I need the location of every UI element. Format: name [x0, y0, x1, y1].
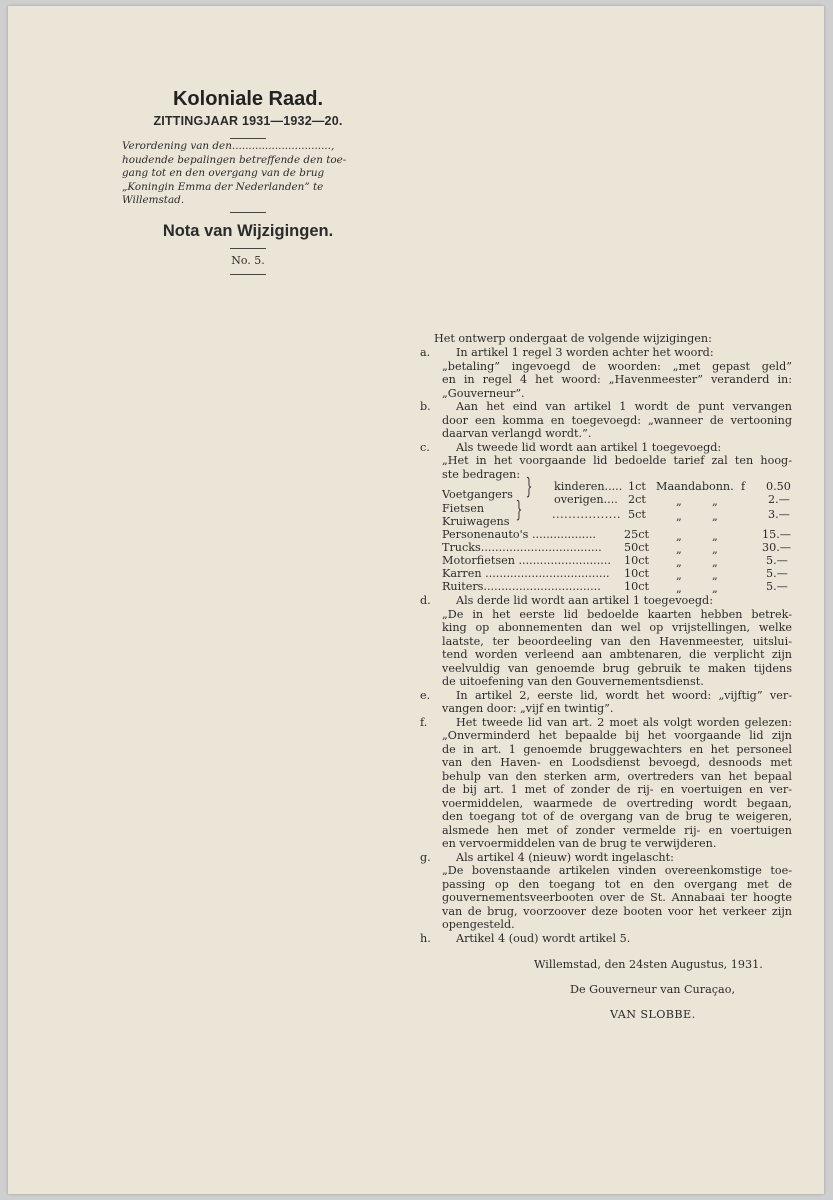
tariff-price: 10ct: [624, 554, 649, 567]
ditto-mark: „: [676, 495, 682, 508]
amendment-d-line: tend worden verleend aan ambtenaren, die verplicht zijn: [442, 648, 792, 661]
description-line: gang tot en den overgang van de brug: [122, 167, 325, 180]
tariff-amount: 5.—: [766, 554, 788, 567]
tariff-currency: f: [741, 480, 746, 493]
governor-title: De Gouverneur van Curaçao,: [570, 983, 736, 996]
amendment-f-line: voermiddelen, waarmede de overtreding wordt begaan,: [442, 796, 792, 810]
item-label: d.: [420, 594, 431, 607]
session-year: ZITTINGJAAR 1931—1932—20.: [153, 114, 343, 128]
amendment-d-line: de uitoefening van den Gouvernementsdienst.: [442, 675, 704, 688]
tariff-price: 2ct: [628, 493, 646, 506]
amendment-c-line: ste bedragen:: [442, 467, 521, 481]
ditto-mark: „: [712, 530, 718, 543]
amendment-f-line: „Onverminderd het bepaalde bij het voorgaande lid zijn: [442, 729, 792, 742]
document-title: Koloniale Raad.: [172, 88, 324, 110]
amendment-c-line: „Het in het voorgaande lid bedoelde tarief zal ten hoog-: [442, 454, 792, 467]
ditto-mark: „: [712, 582, 718, 595]
amendment-f-line: behulp van den sterken arm, overtreders van het bepaal: [442, 769, 792, 783]
tariff-row-name: Motorfietsen ..........................: [442, 554, 611, 567]
amendment-a-line: „Gouverneur”.: [442, 386, 525, 400]
item-label: c.: [420, 440, 430, 454]
document-number: No. 5.: [231, 254, 265, 267]
tariff-amount: 5.—: [766, 580, 788, 593]
amendment-f-line: van den Haven- en Loodsdienst bevoegd, desnoods met: [442, 756, 792, 769]
amendment-g-line: passing op den toegang tot en den overgang met de: [442, 877, 792, 891]
amendment-g-line: van de brug, voorzoover deze booten voor het verkeer zijn: [442, 904, 792, 918]
divider: [230, 274, 266, 275]
description-line: houdende bepalingen betreffende den toe-: [122, 153, 347, 166]
tariff-row-name: Personenauto's ..................: [442, 528, 596, 541]
amendment-h-line: Artikel 4 (oud) wordt artikel 5.: [456, 931, 631, 945]
tariff-amount: 0.50: [766, 480, 791, 493]
item-label: b.: [420, 400, 431, 413]
intro-text: Het ontwerp ondergaat de volgende wijzigingen:: [434, 332, 712, 345]
ditto-mark: „: [676, 510, 682, 523]
tariff-price: 10ct: [624, 567, 649, 580]
tariff-price: 50ct: [624, 541, 649, 554]
tariff-price: 1ct: [628, 480, 646, 493]
amendment-c-line: Als tweede lid wordt aan artikel 1 toegevoegd:: [456, 440, 722, 454]
amendment-a-line: en in regel 4 het woord: „Havenmeester” veranderd in:: [442, 373, 792, 386]
amendment-e-line: In artikel 2, eerste lid, wordt het woord: „vijftig” ver-: [456, 688, 792, 702]
amendment-f-line: den toegang tot of de overgang van de brug te weigeren,: [442, 810, 792, 823]
ditto-mark: „: [676, 582, 682, 595]
item-label: e.: [420, 688, 431, 702]
amendment-d-line: „De in het eerste lid bedoelde kaarten hebben betrek-: [442, 607, 792, 621]
ditto-mark: „: [712, 556, 718, 569]
place-date: Willemstad, den 24sten Augustus, 1931.: [534, 958, 763, 971]
amendment-b-line: door een komma en toegevoegd: „wanneer de vertooning: [442, 413, 792, 427]
tariff-price: 25ct: [624, 528, 649, 541]
ditto-mark: „: [676, 556, 682, 569]
ditto-mark: „: [712, 569, 718, 582]
amendment-g-line: Als artikel 4 (nieuw) wordt ingelascht:: [456, 850, 674, 864]
description-line: Willemstad.: [122, 194, 185, 207]
amendment-g-line: „De bovenstaande artikelen vinden overeenkomstige toe-: [442, 864, 792, 877]
tariff-amount: 2.—: [768, 493, 790, 506]
tariff-amount: 5.—: [766, 567, 788, 580]
amendment-g-line: opengesteld.: [442, 918, 515, 931]
ditto-mark: „: [712, 543, 718, 556]
tariff-overigen: overigen....: [554, 493, 618, 506]
amendment-d-line: king op abonnementen dan wel op vrijstellingen, welke: [442, 621, 792, 634]
description-line: „Koningin Emma der Nederlanden” te: [122, 180, 324, 193]
brace-icon: }: [515, 498, 523, 523]
tariff-fietsen: Fietsen: [442, 502, 485, 515]
ordinance-description: [122, 140, 390, 208]
ditto-mark: „: [712, 510, 718, 523]
ditto-mark: „: [676, 543, 682, 556]
amendment-a-line: „betaling” ingevoegd de woorden: „met gepast geld”: [442, 359, 792, 373]
amendment-f-line: en vervoermiddelen van de brug te verwijderen.: [442, 837, 717, 850]
amendment-f-line: Het tweede lid van art. 2 moet als volgt worden gelezen:: [456, 715, 792, 729]
divider: [230, 248, 266, 249]
divider: [230, 212, 266, 213]
amendment-e-line: vangen door: „vijf en twintig”.: [442, 702, 614, 715]
amendment-b-line: Aan het eind van artikel 1 wordt de punt vervangen: [456, 400, 792, 413]
nota-heading: Nota van Wijzigingen.: [162, 222, 334, 240]
tariff-amount: 15.—: [762, 528, 791, 541]
tariff-voetgangers: Voetgangers: [442, 488, 513, 501]
ditto-mark: „: [676, 569, 682, 582]
tariff-price: 10ct: [624, 580, 649, 593]
item-label: a.: [420, 346, 431, 359]
amendment-d-line: veelvuldig van genoemde brug gebruik te maken tijdens: [442, 661, 792, 675]
tariff-row-name: Ruiters.................................: [442, 580, 601, 593]
signature: VAN SLOBBE.: [610, 1008, 696, 1021]
amendment-d-line: Als derde lid wordt aan artikel 1 toegevoegd:: [456, 594, 713, 607]
item-label: f.: [420, 715, 428, 729]
ditto-mark: „: [712, 495, 718, 508]
tariff-amount: 30.—: [762, 541, 791, 554]
tariff-price: 5ct: [628, 508, 646, 521]
tariff-row-name: Trucks..................................: [442, 541, 602, 554]
brace-icon: }: [525, 475, 533, 500]
amendment-f-line: de in art. 1 genoemde bruggewachters en het personeel: [442, 742, 792, 756]
item-label: h.: [420, 931, 431, 945]
tariff-kruiwagens: Kruiwagens: [442, 515, 510, 528]
amendment-f-line: alsmede hen met of zonder vermelde rij- en voertuigen: [442, 823, 792, 837]
description-line: Verordening van den..............................,: [122, 140, 335, 152]
amendment-f-line: de bij art. 1 met of zonder de rij- en voertuigen en ver-: [442, 783, 792, 796]
document-page: [8, 6, 824, 1194]
ditto-mark: „: [676, 530, 682, 543]
tariff-amount: 3.—: [768, 508, 790, 521]
divider: [230, 138, 266, 139]
amendment-b-line: daarvan verlangd wordt.”.: [442, 427, 592, 440]
tariff-row-name: Karren ...................................: [442, 567, 610, 580]
tariff-maand-header: Maandabonn.: [656, 480, 734, 493]
amendment-g-line: gouvernementsveerbooten over de St. Annabaai ter hoogte: [442, 891, 792, 904]
tariff-dots: .................: [552, 508, 621, 521]
amendment-a-line: In artikel 1 regel 3 worden achter het woord:: [456, 346, 714, 359]
tariff-kinderen: kinderen.....: [554, 480, 623, 493]
item-label: g.: [420, 850, 431, 864]
amendment-d-line: laatste, ter beoordeeling van den Havenmeester, uitslui-: [442, 634, 792, 648]
